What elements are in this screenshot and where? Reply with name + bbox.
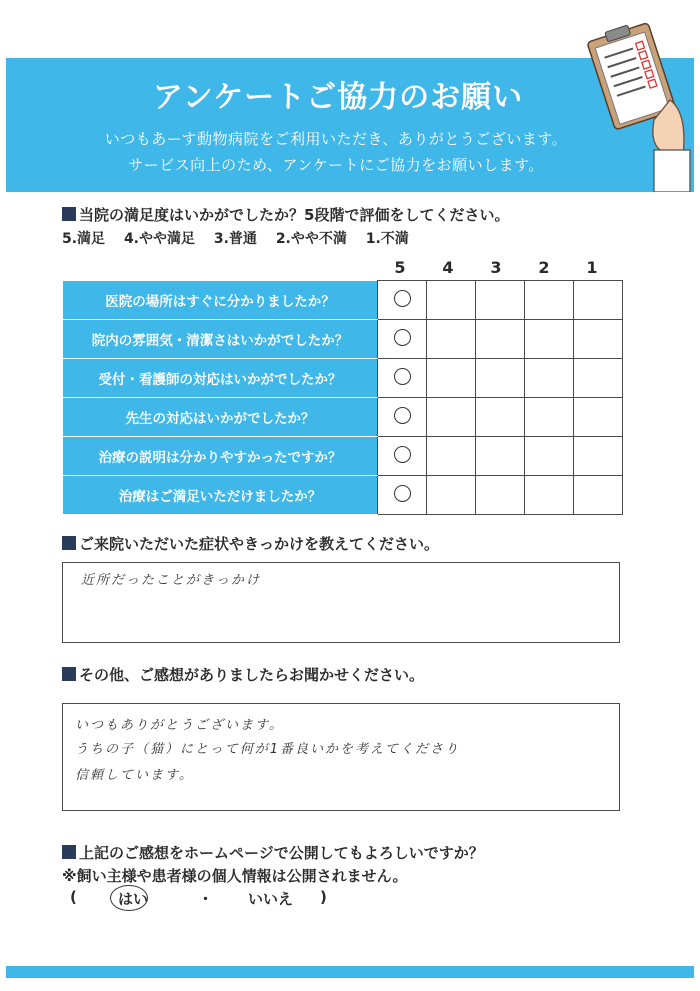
rating-cell-4[interactable] xyxy=(427,476,476,515)
rating-row xyxy=(63,437,623,476)
clipboard-icon xyxy=(578,0,700,192)
column-header-3: 3 xyxy=(490,258,502,277)
header-subtitle-1: いつもあーす動物病院をご利用いただき、ありがとうございます。 xyxy=(104,130,568,148)
scale-legend xyxy=(62,228,423,248)
rating-cell-1[interactable] xyxy=(574,320,623,359)
circle-mark xyxy=(394,407,411,424)
rating-cell-4[interactable] xyxy=(427,437,476,476)
question-label: 院内の雰囲気・清潔さはいかがでしたか？ xyxy=(63,320,378,359)
footer-bar xyxy=(6,966,694,978)
option-no[interactable]: いいえ xyxy=(248,890,294,908)
question-label: 治療の説明は分かりやすかったですか？ xyxy=(63,437,378,476)
rating-cell-2[interactable] xyxy=(525,320,574,359)
rating-cell-2[interactable] xyxy=(525,281,574,320)
rating-cell-5[interactable] xyxy=(378,359,427,398)
rating-cell-3[interactable] xyxy=(476,398,525,437)
legend-1: 1.不満 xyxy=(365,231,409,247)
legend-2: 2.やや不満 xyxy=(275,231,347,247)
rating-cell-2[interactable] xyxy=(525,359,574,398)
question-label: 受付・看護師の対応はいかがでしたか？ xyxy=(63,359,378,398)
rating-cell-5[interactable] xyxy=(378,281,427,320)
consent-note: ※飼い主様や患者様の個人情報は公開されません。 xyxy=(62,867,408,885)
column-header-2: 2 xyxy=(538,258,550,277)
page-title: アンケートご協力のお願い xyxy=(152,80,524,115)
visit-reason-box[interactable] xyxy=(62,562,620,643)
comments-heading: その他、ご感想がありましたらお聞かせください。 xyxy=(62,664,424,685)
rating-cell-2[interactable] xyxy=(525,476,574,515)
rating-row xyxy=(63,398,623,437)
rating-cell-5[interactable] xyxy=(378,398,427,437)
question-label: 治療はご満足いただけましたか？ xyxy=(63,476,378,515)
rating-cell-1[interactable] xyxy=(574,281,623,320)
rating-cell-3[interactable] xyxy=(476,437,525,476)
circle-mark xyxy=(394,446,411,463)
question-label: 医院の場所はすぐに分かりましたか？ xyxy=(63,281,378,320)
rating-cell-4[interactable] xyxy=(427,359,476,398)
visit-reason-heading: ご来院いただいた症状やきっかけを教えてください。 xyxy=(62,533,439,554)
circle-mark xyxy=(394,290,411,307)
rating-row xyxy=(63,476,623,515)
rating-row xyxy=(63,281,623,320)
circle-mark xyxy=(394,329,411,346)
comment-line-3: 信頼しています。 xyxy=(75,768,194,783)
rating-cell-2[interactable] xyxy=(525,398,574,437)
rating-cell-3[interactable] xyxy=(476,359,525,398)
satisfaction-table xyxy=(62,280,623,515)
rating-cell-5[interactable] xyxy=(378,476,427,515)
rating-row xyxy=(63,359,623,398)
circle-mark xyxy=(394,485,411,502)
rating-cell-2[interactable] xyxy=(525,437,574,476)
column-header-4: 4 xyxy=(442,258,454,277)
question-label: 先生の対応はいかがでしたか？ xyxy=(63,398,378,437)
legend-3: 3.普通 xyxy=(213,231,257,247)
rating-row xyxy=(63,320,623,359)
rating-cell-3[interactable] xyxy=(476,476,525,515)
legend-4: 4.やや満足 xyxy=(123,231,195,247)
option-yes[interactable]: はい xyxy=(118,890,149,908)
open-paren: ( xyxy=(70,888,77,906)
rating-cell-1[interactable] xyxy=(574,476,623,515)
rating-cell-4[interactable] xyxy=(427,281,476,320)
satisfaction-heading: 当院の満足度はいかがでしたか？5段階で評価をしてください。 xyxy=(62,204,509,225)
comments-box[interactable] xyxy=(62,703,620,811)
close-paren: ) xyxy=(320,888,327,906)
rating-cell-1[interactable] xyxy=(574,398,623,437)
rating-cell-3[interactable] xyxy=(476,281,525,320)
rating-cell-4[interactable] xyxy=(427,398,476,437)
rating-cell-5[interactable] xyxy=(378,320,427,359)
rating-cell-1[interactable] xyxy=(574,437,623,476)
option-separator: ・ xyxy=(198,890,214,908)
visit-reason-answer: 近所だったことがきっかけ xyxy=(81,573,262,588)
circle-mark xyxy=(394,368,411,385)
rating-cell-1[interactable] xyxy=(574,359,623,398)
consent-question: 上記のご感想をホームページで公開してもよろしいですか？ xyxy=(62,842,484,863)
column-header-1: 1 xyxy=(586,258,598,277)
rating-cell-4[interactable] xyxy=(427,320,476,359)
rating-cell-5[interactable] xyxy=(378,437,427,476)
legend-5: 5.満足 xyxy=(62,231,106,247)
comment-line-2: うちの子（猫）にとって何が1番良いかを考えてくださり xyxy=(75,742,461,757)
header-subtitle-2: サービス向上のため、アンケートにご協力をお願いします。 xyxy=(128,156,544,174)
comment-line-1: いつもありがとうございます。 xyxy=(75,718,284,733)
consent-choices xyxy=(70,888,350,910)
rating-cell-3[interactable] xyxy=(476,320,525,359)
column-header-5: 5 xyxy=(394,258,406,277)
